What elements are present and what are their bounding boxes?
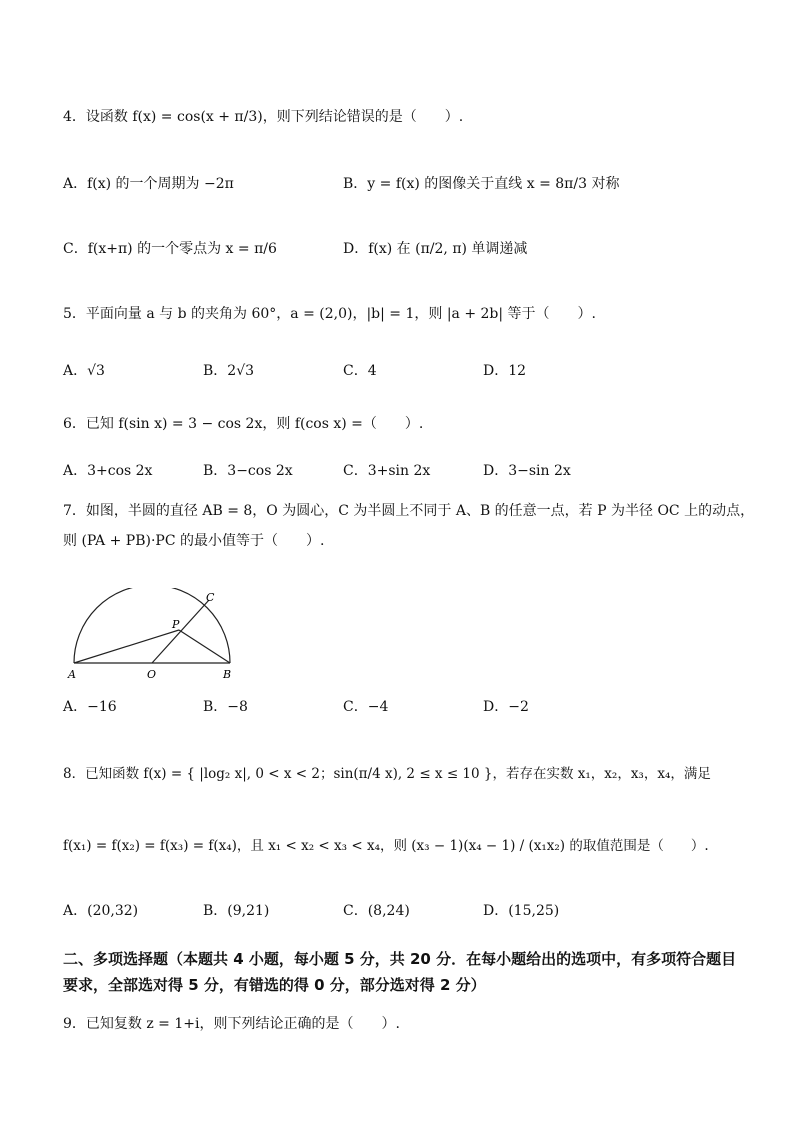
- segment-pb: [179, 630, 230, 663]
- segment-pa: [74, 630, 179, 663]
- q6-option-c: C．3+sin 2x: [343, 463, 431, 479]
- q4-option-a: A．f(x) 的一个周期为 −2π: [63, 176, 234, 192]
- q7-option-c: C．−4: [343, 699, 389, 715]
- q7-stem-line2: 则 (PA + PB)·PC 的最小值等于（ ）.: [63, 533, 325, 549]
- q7-option-b: B．−8: [203, 699, 248, 715]
- q4-option-b: B．y = f(x) 的图像关于直线 x = 8π/3 对称: [343, 176, 620, 192]
- q6-option-b: B．3−cos 2x: [203, 463, 293, 479]
- q7-stem: 7．如图，半圆的直径 AB = 8，O 为圆心，C 为半圆上不同于 A、B 的任意一点，若 P 为半径 OC 上的动点，: [63, 503, 755, 519]
- q8-stem: 8．已知函数 f(x) = { |log₂ x|, 0 < x < 2；sin(π/4 x), 2 ≤ x ≤ 10 }，若存在实数 x₁，x₂，x₃，x₄，满足: [63, 766, 711, 782]
- label-o: O: [147, 668, 157, 681]
- label-p: P: [172, 618, 180, 631]
- q7-option-a: A．−16: [63, 699, 117, 715]
- q8-option-a: A．(20,32): [63, 903, 139, 919]
- q8-option-b: B．(9,21): [203, 903, 270, 919]
- q4-stem: 4．设函数 f(x) = cos(x + π/3)，则下列结论错误的是（ ）.: [63, 109, 464, 125]
- q4-option-c: C．f(x+π) 的一个零点为 x = π/6: [63, 241, 277, 257]
- q8-option-c: C．(8,24): [343, 903, 410, 919]
- label-c: C: [206, 591, 215, 604]
- q6-stem: 6．已知 f(sin x) = 3 − cos 2x，则 f(cos x) =（ ）.: [63, 416, 424, 432]
- q6-option-d: D．3−sin 2x: [483, 463, 571, 479]
- q4-option-d: D．f(x) 在 (π/2, π) 单调递减: [343, 241, 528, 257]
- q5-option-a: A．√3: [63, 363, 105, 379]
- q5-option-c: C．4: [343, 363, 377, 379]
- label-b: B: [223, 668, 232, 681]
- q8-option-d: D．(15,25): [483, 903, 560, 919]
- q5-option-d: D．12: [483, 363, 527, 379]
- q7-option-d: D．−2: [483, 699, 529, 715]
- q5-stem: 5．平面向量 a 与 b 的夹角为 60°，a = (2,0)，|b| = 1，则 |a + 2b| 等于（ ）.: [63, 306, 597, 322]
- q9-stem: 9．已知复数 z = 1+i，则下列结论正确的是（ ）.: [63, 1016, 400, 1032]
- q5-option-b: B．2√3: [203, 363, 255, 379]
- q6-option-a: A．3+cos 2x: [63, 463, 153, 479]
- q8-stem-line2: f(x₁) = f(x₂) = f(x₃) = f(x₄)，且 x₁ < x₂ < x₃ < x₄，则 (x₃ − 1)(x₄ − 1) / (x₁x₂) 的取值范围是（ ）.: [63, 838, 709, 854]
- section-2-heading: 二、多项选择题（本题共 4 小题，每小题 5 分，共 20 分．在每小题给出的选项中，有多项符合题目要求，全部选对得 5 分，有错选的得 0 分，部分选对得 2 分）: [63, 950, 737, 994]
- semicircle-figure: [62, 588, 242, 683]
- label-a: A: [68, 668, 76, 681]
